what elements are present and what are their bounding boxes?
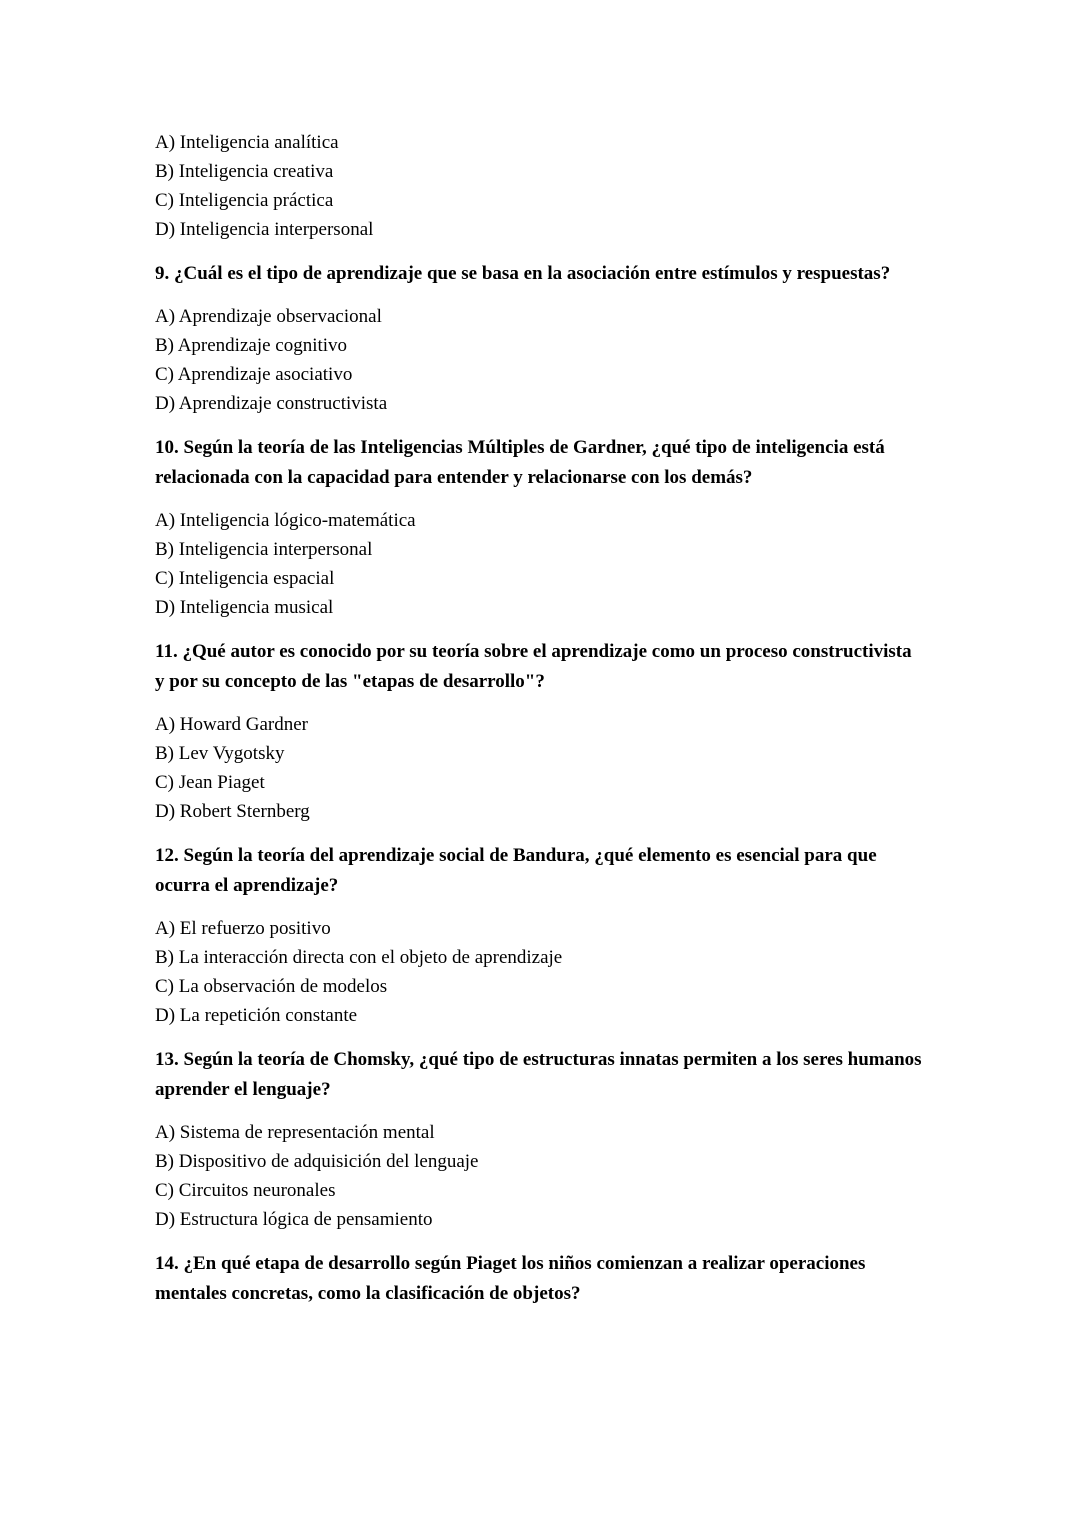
answer-option: A) Sistema de representación mental [155,1122,435,1143]
answer-option: D) Inteligencia interpersonal [155,219,374,240]
answer-option: C) Inteligencia espacial [155,568,335,589]
answer-options [155,302,925,418]
question-title: 9. ¿Cuál es el tipo de aprendizaje que se basa en la asociación entre estímulos y respuestas? [155,263,891,284]
answer-option: B) La interacción directa con el objeto de aprendizaje [155,947,563,968]
answer-option: D) Robert Sternberg [155,801,310,822]
answer-option: C) Jean Piaget [155,772,265,793]
question-title: 14. ¿En qué etapa de desarrollo según Piaget los niños comienzan a realizar operaciones mentales concretas, como la clasificación de objetos? [155,1253,866,1304]
answer-option: C) Circuitos neuronales [155,1180,336,1201]
answer-option: C) Aprendizaje asociativo [155,364,353,385]
answer-option: C) Inteligencia práctica [155,190,334,211]
question-title: 10. Según la teoría de las Inteligencias Múltiples de Gardner, ¿qué tipo de inteligencia está relacionada con la capacidad para entender y relacionarse con los demás? [155,437,885,488]
answer-options [155,914,925,1030]
answer-option: A) Howard Gardner [155,714,308,735]
quiz-content [155,128,925,1309]
question-title: 12. Según la teoría del aprendizaje social de Bandura, ¿qué elemento es esencial para que ocurra el aprendizaje? [155,845,877,896]
answer-option: A) Inteligencia analítica [155,132,339,153]
answer-options [155,128,925,244]
answer-option: D) Estructura lógica de pensamiento [155,1209,433,1230]
answer-option: B) Inteligencia interpersonal [155,539,373,560]
answer-option: B) Inteligencia creativa [155,161,334,182]
answer-options [155,1118,925,1234]
question-title: 11. ¿Qué autor es conocido por su teoría sobre el aprendizaje como un proceso constructivista y por su concepto de las "etapas de desarrollo"? [155,641,912,692]
answer-option: B) Lev Vygotsky [155,743,285,764]
answer-option: D) Inteligencia musical [155,597,334,618]
answer-options [155,710,925,826]
question-title: 13. Según la teoría de Chomsky, ¿qué tipo de estructuras innatas permiten a los seres humanos aprender el lenguaje? [155,1049,922,1100]
answer-option: A) Aprendizaje observacional [155,306,382,327]
answer-option: D) La repetición constante [155,1005,358,1026]
answer-options [155,506,925,622]
answer-option: A) El refuerzo positivo [155,918,331,939]
answer-option: B) Aprendizaje cognitivo [155,335,348,356]
answer-option: A) Inteligencia lógico-matemática [155,510,416,531]
answer-option: D) Aprendizaje constructivista [155,393,388,414]
answer-option: C) La observación de modelos [155,976,388,997]
answer-option: B) Dispositivo de adquisición del lenguaje [155,1151,479,1172]
